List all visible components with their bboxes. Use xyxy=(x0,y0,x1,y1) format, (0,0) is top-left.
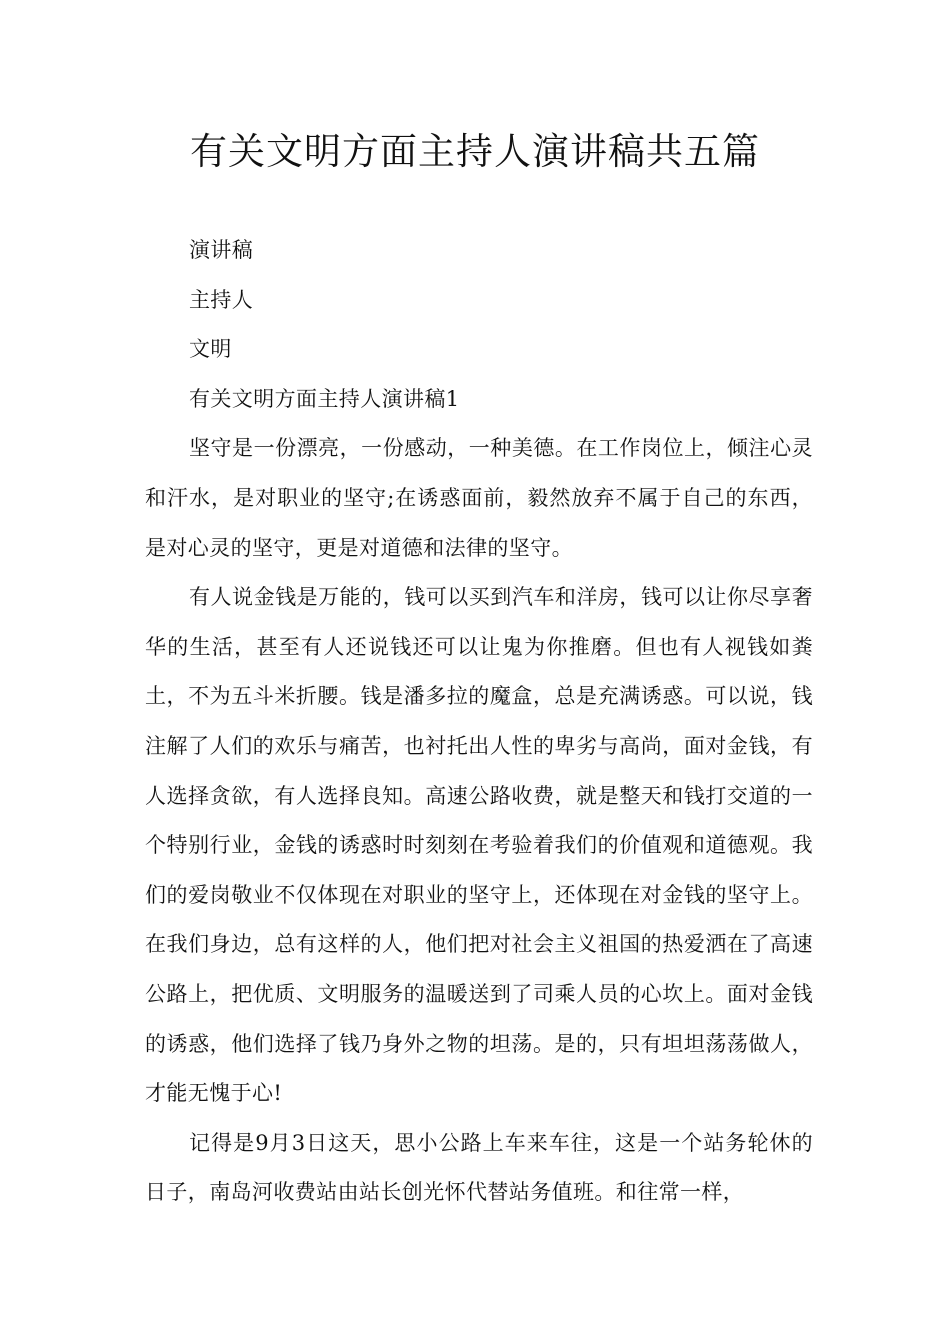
keyword-paragraph: 演讲稿 xyxy=(189,238,254,262)
body-paragraph: 有人说金钱是万能的，钱可以买到汽车和洋房，钱可以让你尽享奢华的生活，甚至有人还说钱还可以让鬼为你推磨。但也有人视钱如粪土，不为五斗米折腰。钱是潘多拉的魔盒，总是充满诱惑。可以说，钱注解了人们的欢乐与痛苦，也衬托出人性的卑劣与高尚，面对金钱，有人选择贪欲，有人选择良知。高速公路收费，就是整天和钱打交道的一个特别行业，金钱的诱惑时时刻刻在考验着我们的价值观和道德观。我们的爱岗敬业不仅体现在对职业的坚守上，还体现在对金钱的坚守上。在我们身边，总有这样的人，他们把对社会主义祖国的热爱洒在了高速公路上，把优质、文明服务的温暖送到了司乘人员的心坎上。面对金钱的诱惑，他们选择了钱乃身外之物的坦荡。是的，只有坦坦荡荡做人，才能无愧于心! xyxy=(145,585,813,1106)
body-paragraph: 坚守是一份漂亮，一份感动，一种美德。在工作岗位上，倾注心灵和汗水，是对职业的坚守;在诱惑面前，毅然放弃不属于自己的东西，是对心灵的坚守，更是对道德和法律的坚守。 xyxy=(145,436,813,560)
document-title: 有关文明方面主持人演讲稿共五篇 xyxy=(190,130,760,173)
document-body xyxy=(145,226,813,1218)
keyword-paragraph: 主持人 xyxy=(189,287,254,312)
keyword-paragraph: 文明 xyxy=(189,337,232,362)
body-paragraph: 记得是9月3日这天，思小公路上车来车往，这是一个站务轮休的日子，南岛河收费站由站长创光怀代替站务值班。和往常一样， xyxy=(145,1130,813,1205)
section-heading: 有关文明方面主持人演讲稿1 xyxy=(189,386,460,411)
